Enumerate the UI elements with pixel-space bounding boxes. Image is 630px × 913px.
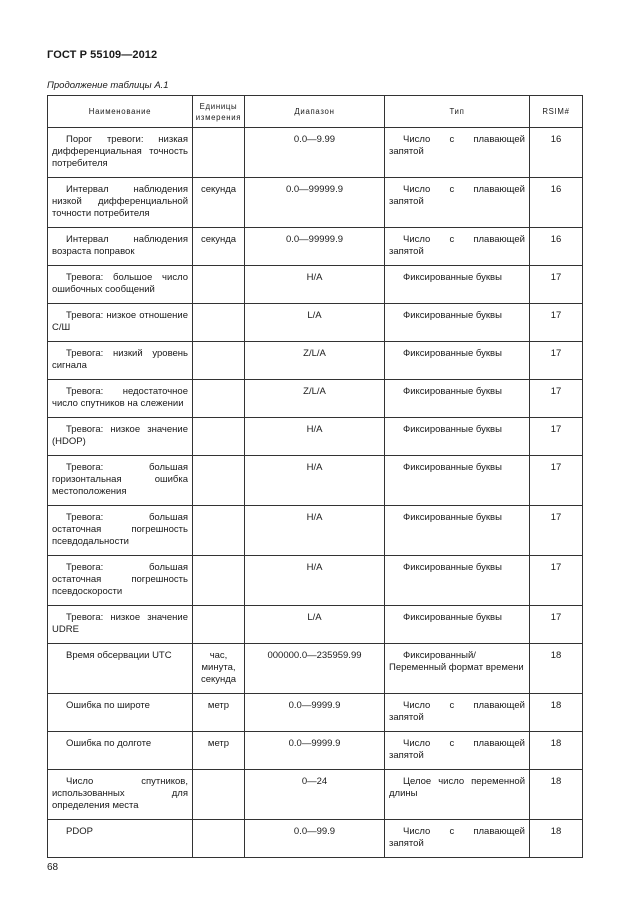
cell-rsim [530,606,583,644]
cell-type-text: Фиксированные буквы [403,386,502,397]
cell-type [385,556,530,606]
cell-unit-text: секунда [200,184,237,195]
cell-unit [193,304,245,342]
cell-rsim [530,770,583,820]
cell-unit [193,820,245,858]
cell-name-text: Интервал наблюдения возраста поправок [52,234,188,257]
cell-unit [193,418,245,456]
cell-name-text: PDOP [66,826,93,837]
cell-range [245,418,385,456]
cell-type-text: Фиксированные буквы [403,562,502,573]
cell-range [245,606,385,644]
table-row [48,266,583,304]
cell-unit [193,732,245,770]
cell-rsim-text: 16 [550,184,562,195]
cell-range [245,178,385,228]
cell-rsim-text: 17 [550,348,562,359]
cell-rsim [530,456,583,506]
cell-rsim [530,732,583,770]
cell-rsim [530,266,583,304]
table-row [48,418,583,456]
cell-unit [193,128,245,178]
cell-name-text: Порог тревоги: низкая дифференциальная точность потребителя [52,134,188,169]
cell-range-text: L/A [307,310,322,321]
cell-range [245,456,385,506]
cell-unit-text: секунда [200,234,237,245]
cell-range [245,820,385,858]
cell-unit-text: метр [207,738,230,749]
cell-rsim [530,128,583,178]
cell-type-text: Целое число переменной длины [389,776,525,799]
cell-type [385,304,530,342]
cell-unit [193,456,245,506]
cell-name [48,228,193,266]
table-caption: Продолжение таблицы А.1 [47,80,169,91]
table-header-row [48,96,583,128]
cell-name [48,178,193,228]
cell-rsim [530,178,583,228]
cell-unit [193,694,245,732]
table-row [48,556,583,606]
cell-range-text: Z/L/A [303,386,326,397]
cell-type [385,342,530,380]
cell-name-text: Ошибка по долготе [66,738,152,749]
cell-name-text: Тревога: большая остаточная погрешность псевдоскорости [52,562,188,597]
cell-type-text: Число с плавающей запятой [389,184,525,207]
cell-type [385,266,530,304]
cell-rsim-text: 18 [550,826,562,837]
cell-name [48,606,193,644]
table-row [48,606,583,644]
cell-rsim [530,342,583,380]
cell-unit [193,228,245,266]
cell-type-text: Фиксированные буквы [403,512,502,523]
cell-rsim [530,228,583,266]
cell-type [385,644,530,694]
table-row [48,456,583,506]
cell-range [245,506,385,556]
cell-range [245,304,385,342]
cell-rsim-text: 18 [550,776,562,787]
cell-range-text: 0.0—99999.9 [285,184,344,195]
cell-range-text: 0.0—9999.9 [288,738,341,749]
cell-name-text: Интервал наблюдения низкой дифференциальной точности потребителя [52,184,188,219]
cell-name-text: Число спутников, использованных для определения места [52,776,188,811]
cell-type [385,694,530,732]
cell-type [385,228,530,266]
cell-type [385,128,530,178]
cell-rsim [530,556,583,606]
cell-range-text: H/A [306,512,323,523]
cell-type [385,732,530,770]
cell-name [48,770,193,820]
table-row [48,732,583,770]
cell-name-text: Тревога: большая горизонтальная ошибка местоположения [52,462,188,497]
column-header-unit: Единицы измерения [193,96,245,128]
table-row [48,694,583,732]
cell-type-text: Фиксированные буквы [403,348,502,359]
cell-type [385,770,530,820]
cell-name [48,732,193,770]
table-row [48,770,583,820]
cell-type-text: Число с плавающей запятой [389,826,525,849]
cell-range [245,380,385,418]
cell-name-text: Тревога: низкий уровень сигнала [52,348,188,371]
cell-name [48,820,193,858]
cell-name [48,456,193,506]
cell-range [245,128,385,178]
cell-type [385,418,530,456]
cell-name-text: Тревога: низкое отношение С/Ш [52,310,188,333]
cell-unit [193,556,245,606]
table-row [48,228,583,266]
cell-type [385,820,530,858]
cell-rsim-text: 16 [550,234,562,245]
cell-rsim-text: 17 [550,310,562,321]
cell-range [245,266,385,304]
cell-name-text: Тревога: недостаточное число спутников на слежении [52,386,188,409]
cell-name-text: Тревога: низкое значение (HDOP) [52,424,188,447]
cell-rsim [530,820,583,858]
cell-type-text: Число с плавающей запятой [389,134,525,157]
cell-type-text: Число с плавающей запятой [389,738,525,761]
cell-name [48,556,193,606]
cell-rsim-text: 18 [550,650,562,661]
cell-unit [193,342,245,380]
cell-unit [193,506,245,556]
cell-unit [193,770,245,820]
cell-rsim [530,506,583,556]
cell-name-text: Тревога: низкое значение UDRE [52,612,188,635]
cell-rsim [530,644,583,694]
cell-name [48,266,193,304]
table-row [48,644,583,694]
table-row [48,128,583,178]
cell-name-text: Тревога: большая остаточная погрешность псевдодальности [52,512,188,547]
cell-range-text: 0—24 [301,776,328,787]
cell-range-text: 0.0—9.99 [293,134,336,145]
cell-type-text: Фиксированные буквы [403,272,502,283]
cell-name-text: Тревога: большое число ошибочных сообщений [52,272,188,295]
cell-rsim-text: 17 [550,424,562,435]
cell-name [48,644,193,694]
page-number: 68 [47,862,59,873]
table-row [48,380,583,418]
cell-name [48,342,193,380]
cell-range-text: H/A [306,462,323,473]
cell-rsim-text: 17 [550,512,562,523]
cell-name [48,694,193,732]
cell-range [245,770,385,820]
cell-type [385,606,530,644]
cell-name [48,380,193,418]
cell-name [48,304,193,342]
cell-range [245,694,385,732]
cell-range-text: 000000.0—235959.99 [267,650,362,661]
cell-range-text: L/A [307,612,322,623]
cell-rsim-text: 17 [550,462,562,473]
cell-range [245,644,385,694]
cell-type-text: Фиксированные буквы [403,462,502,473]
cell-range-text: 0.0—99.9 [293,826,336,837]
cell-name [48,418,193,456]
cell-rsim [530,694,583,732]
cell-name-text: Ошибка по широте [66,700,150,711]
column-header-name: Наименование [48,96,193,128]
cell-range-text: Z/L/A [303,348,326,359]
cell-rsim-text: 17 [550,612,562,623]
cell-unit [193,644,245,694]
cell-type-text: Фиксированные буквы [403,612,502,623]
document-header: ГОСТ Р 55109—2012 [47,49,158,61]
cell-rsim [530,380,583,418]
cell-range-text: H/A [306,562,323,573]
cell-type [385,380,530,418]
cell-rsim-text: 16 [550,134,562,145]
column-header-rsim: RSIM# [530,96,583,128]
cell-type [385,178,530,228]
column-header-range: Диапазон [245,96,385,128]
cell-name [48,506,193,556]
cell-range [245,556,385,606]
cell-rsim-text: 17 [550,562,562,573]
cell-range-text: 0.0—9999.9 [288,700,341,711]
cell-rsim [530,304,583,342]
cell-rsim [530,418,583,456]
cell-name-text: Время обсервации UTC [66,650,172,661]
table-row [48,342,583,380]
cell-name [48,128,193,178]
cell-unit-text: час, минута, секунда [200,650,237,685]
cell-unit [193,266,245,304]
cell-type-text: Фиксированные буквы [403,310,502,321]
cell-rsim-text: 17 [550,272,562,283]
cell-range-text: H/A [306,272,323,283]
table-row [48,506,583,556]
cell-unit-text: метр [207,700,230,711]
cell-unit [193,178,245,228]
cell-range-text: 0.0—99999.9 [285,234,344,245]
cell-unit [193,606,245,644]
cell-rsim-text: 17 [550,386,562,397]
cell-range [245,228,385,266]
cell-range [245,342,385,380]
cell-type-text: Фиксированные буквы [403,424,502,435]
table-row [48,820,583,858]
table-row [48,178,583,228]
cell-type [385,456,530,506]
column-header-type: Тип [385,96,530,128]
cell-type-text: Число с плавающей запятой [389,234,525,257]
cell-range-text: H/A [306,424,323,435]
table-row [48,304,583,342]
cell-type-text: Фиксированный/Переменный формат времени [389,650,524,673]
cell-type [385,506,530,556]
cell-rsim-text: 18 [550,738,562,749]
data-table [47,95,583,858]
cell-unit [193,380,245,418]
cell-type-text: Число с плавающей запятой [389,700,525,723]
cell-range [245,732,385,770]
cell-rsim-text: 18 [550,700,562,711]
